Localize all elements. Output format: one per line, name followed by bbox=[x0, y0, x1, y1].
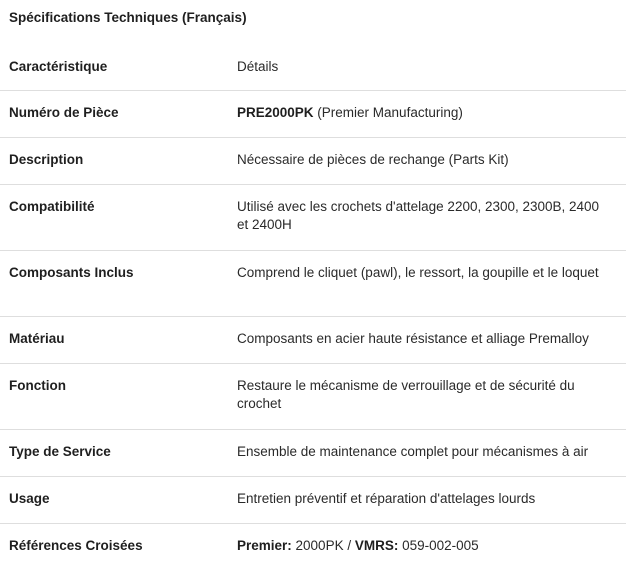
ref-premier-label: Premier: bbox=[237, 537, 292, 553]
column-header-details: Détails bbox=[237, 59, 279, 74]
row-value: Ensemble de maintenance complet pour mécanismes à air bbox=[237, 443, 589, 459]
row-key: Matériau bbox=[9, 330, 65, 346]
table-row bbox=[0, 476, 626, 523]
row-key: Fonction bbox=[9, 377, 66, 393]
row-key: Numéro de Pièce bbox=[9, 104, 119, 120]
page-title: Spécifications Techniques (Français) bbox=[9, 10, 247, 25]
row-value: Composants en acier haute résistance et alliage Premalloy bbox=[237, 330, 589, 346]
table-row bbox=[0, 429, 626, 476]
table-row bbox=[0, 184, 626, 250]
table-row bbox=[0, 137, 626, 184]
row-key: Références Croisées bbox=[9, 537, 143, 553]
column-header-feature: Caractéristique bbox=[9, 59, 108, 74]
row-key: Usage bbox=[9, 490, 50, 506]
table-row bbox=[0, 523, 626, 568]
ref-premier-value: 2000PK / bbox=[291, 537, 355, 553]
row-key: Description bbox=[9, 151, 84, 167]
row-key: Composants Inclus bbox=[9, 264, 134, 280]
row-value bbox=[237, 90, 626, 137]
row-value: Comprend le cliquet (pawl), le ressort, la goupille et le loquet bbox=[237, 264, 599, 280]
table-header-row bbox=[0, 45, 626, 90]
row-key: Compatibilité bbox=[9, 198, 95, 214]
spec-table bbox=[0, 45, 626, 568]
table-row bbox=[0, 90, 626, 137]
row-value: Entretien préventif et réparation d'attelages lourds bbox=[237, 490, 536, 506]
row-value: Nécessaire de pièces de rechange (Parts Kit) bbox=[237, 151, 509, 167]
row-value: Restaure le mécanisme de verrouillage et de sécurité du crochet bbox=[237, 377, 575, 411]
table-row bbox=[0, 316, 626, 363]
ref-vmrs-value: 059-002-005 bbox=[398, 537, 479, 553]
row-value bbox=[237, 523, 626, 568]
row-key: Type de Service bbox=[9, 443, 111, 459]
ref-vmrs-label: VMRS: bbox=[354, 537, 399, 553]
part-number: PRE2000PK bbox=[237, 104, 314, 120]
manufacturer-text: (Premier Manufacturing) bbox=[313, 104, 463, 120]
table-row bbox=[0, 250, 626, 316]
table-row bbox=[0, 363, 626, 429]
row-value: Utilisé avec les crochets d'attelage 2200, 2300, 2300B, 2400 et 2400H bbox=[237, 198, 600, 232]
